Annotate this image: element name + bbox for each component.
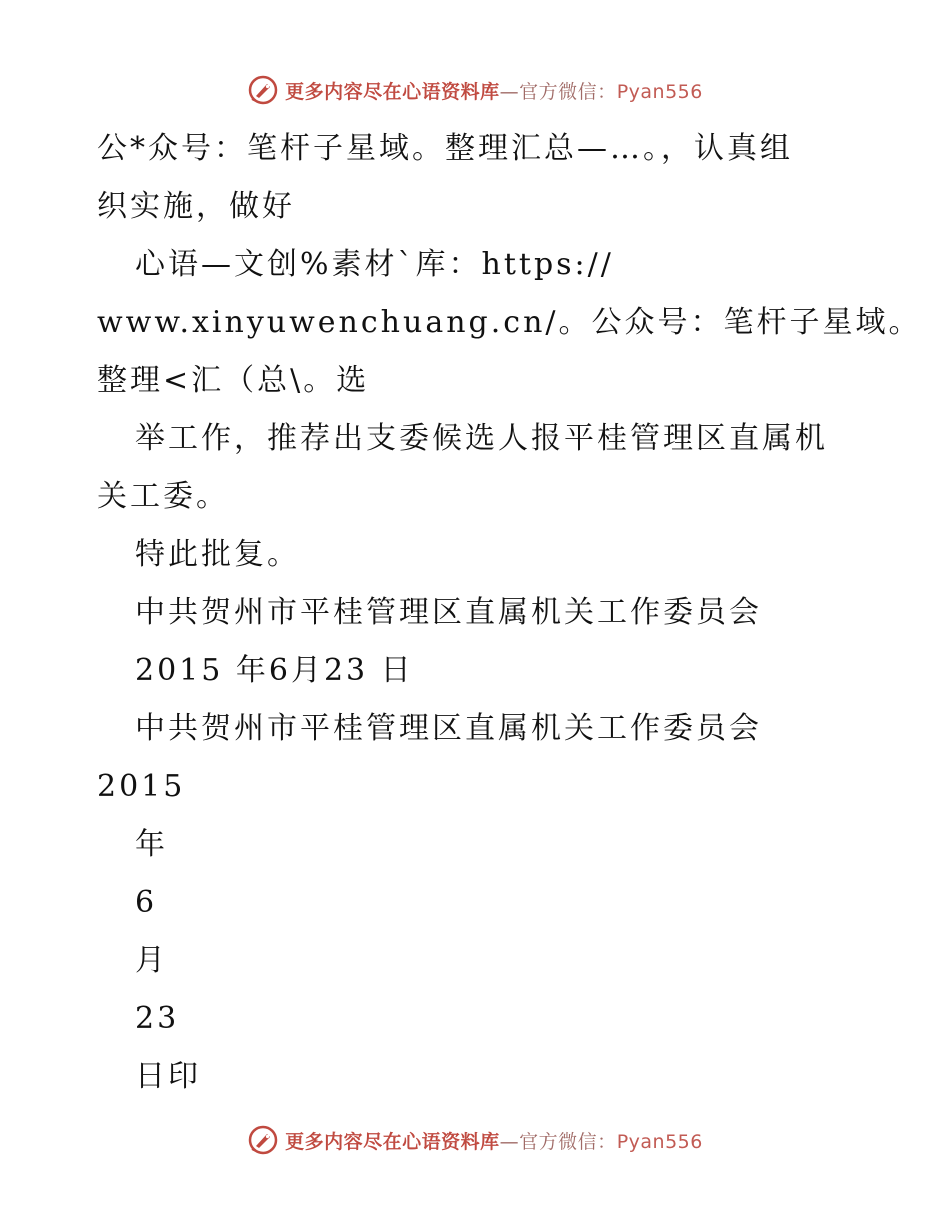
signature-date: 2015 年6月23 日 <box>135 653 414 688</box>
watermark-wechat-label: —官方微信： <box>499 1130 617 1153</box>
document-body <box>97 120 922 1106</box>
date-year-char: 年 <box>135 827 168 862</box>
date-month: 6 <box>135 885 158 920</box>
watermark-wechat-label: —官方微信： <box>499 80 617 103</box>
date-day: 23 <box>135 1001 180 1036</box>
watermark-text <box>285 77 703 104</box>
watermark-text <box>285 1127 703 1154</box>
footer-watermark <box>0 1118 950 1162</box>
text-line: 心语—文创%素材`库：https:// <box>135 247 614 282</box>
signatory-organization-repeat: 中共贺州市平桂管理区直属机关工作委员会 <box>135 711 762 746</box>
date-month-char: 月 <box>135 943 168 978</box>
signatory-organization: 中共贺州市平桂管理区直属机关工作委员会 <box>135 595 762 630</box>
pen-nib-logo-icon <box>247 74 279 106</box>
watermark-brand: 更多内容尽在心语资料库 <box>285 1130 500 1153</box>
pen-nib-logo-icon <box>247 1124 279 1156</box>
watermark-brand: 更多内容尽在心语资料库 <box>285 80 500 103</box>
watermark-account: Pyan556 <box>616 1130 703 1153</box>
text-line: 公*众号：笔杆子星域。整理汇总—…。，认真组 <box>97 131 793 166</box>
text-line: 织实施，做好 <box>97 189 295 224</box>
header-watermark <box>0 68 950 112</box>
text-line: 关工委。 <box>97 479 229 514</box>
watermark-account: Pyan556 <box>616 80 703 103</box>
date-year: 2015 <box>97 769 186 804</box>
text-line: www.xinyuwenchuang.cn/。公众号：笔杆子星域。 <box>97 305 922 340</box>
text-line: 举工作，推荐出支委候选人报平桂管理区直属机 <box>135 421 828 456</box>
date-day-char: 日印 <box>135 1059 201 1094</box>
text-line: 整理<汇（总\。选 <box>97 363 370 398</box>
closing-statement: 特此批复。 <box>135 537 300 572</box>
